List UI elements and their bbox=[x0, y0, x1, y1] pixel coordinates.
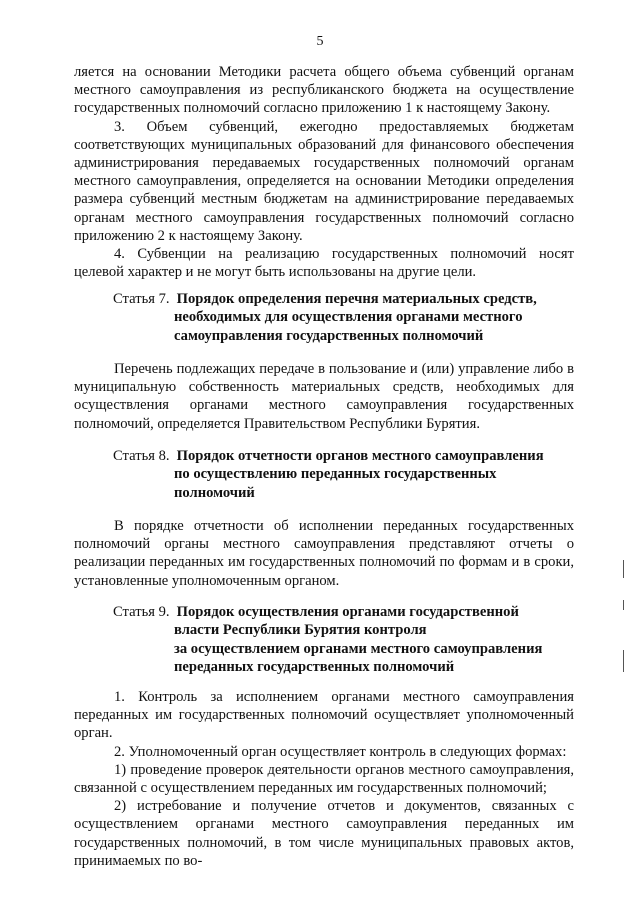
article-label: Статья 8. bbox=[113, 448, 170, 464]
intro-section bbox=[74, 63, 574, 281]
article-title: полномочий bbox=[174, 484, 255, 501]
paragraph: Перечень подлежащих передаче в пользование и (или) управление либо в муниципальную собственность материальных средств, необходимых для осуществления органами местного самоуправления государственных полномочий, определяется Правительством Республики Бурятия. bbox=[74, 361, 574, 432]
article-8-body bbox=[74, 517, 574, 590]
paragraph: 1) проведение проверок деятельности органов местного самоуправления, связанной с осуществлением переданных им государственных полномочий; bbox=[74, 761, 574, 797]
page-number: 5 bbox=[316, 34, 324, 49]
article-title: необходимых для осуществления органами местного bbox=[174, 309, 523, 326]
article-title: Порядок определения перечня материальных средств, bbox=[176, 291, 537, 307]
paragraph: 1. Контроль за исполнением органами местного самоуправления переданных им государственных полномочий осуществляет уполномоченный орган. bbox=[74, 689, 574, 742]
article-8-heading bbox=[113, 447, 583, 502]
article-title: Порядок осуществления органами государственной bbox=[176, 604, 519, 620]
article-title: за осуществлением органами местного самоуправления bbox=[174, 640, 543, 657]
scan-margin-mark bbox=[623, 650, 624, 672]
article-7-body bbox=[74, 360, 574, 433]
article-9-body bbox=[74, 688, 574, 870]
paragraph: 2) истребование и получение отчетов и документов, связанных с осуществлением органами местного самоуправления переданных им государственных полномочий, в том числе муниципальных правовых актов, принимаемых по во- bbox=[74, 798, 574, 869]
paragraph: В порядке отчетности об исполнении переданных государственных полномочий органы местного самоуправления представляют отчеты о реализации переданных им государственных полномочий по формам и в сроки, установленные уполномоченным органом. bbox=[74, 518, 574, 589]
article-title: Порядок отчетности органов местного самоуправления bbox=[176, 448, 544, 464]
article-title: по осуществлению переданных государственных bbox=[174, 466, 497, 483]
article-title: переданных государственных полномочий bbox=[174, 659, 455, 676]
scan-margin-mark bbox=[623, 600, 624, 610]
paragraph: 3. Объем субвенций, ежегодно предоставляемых бюджетам соответствующих муниципальных образований для финансового обеспечения администрирования передаваемых государственных полномочий органам местного самоуправления, определяется на основании Методики определения размера субвенций местным бюджетам на администрирование передаваемых органам местного самоуправления государственных полномочий согласно приложению 2 к настоящему Закону. bbox=[74, 118, 574, 244]
paragraph: ляется на основании Методики расчета общего объема субвенций органам местного самоуправления из республиканского бюджета на осуществление государственных полномочий согласно приложению 1 к настоящему Закону. bbox=[74, 64, 574, 117]
paragraph: 4. Субвенции на реализацию государственных полномочий носят целевой характер и не могут быть использованы на другие цели. bbox=[74, 246, 574, 281]
paragraph: 2. Уполномоченный орган осуществляет контроль в следующих формах: bbox=[114, 743, 567, 760]
article-title: власти Республики Бурятия контроля bbox=[174, 622, 427, 639]
scan-margin-mark bbox=[623, 560, 624, 578]
article-title: самоуправления государственных полномочий bbox=[174, 327, 484, 344]
article-9-heading bbox=[113, 603, 583, 677]
article-label: Статья 7. bbox=[113, 291, 170, 307]
article-label: Статья 9. bbox=[113, 604, 170, 620]
article-7-heading bbox=[113, 290, 583, 345]
